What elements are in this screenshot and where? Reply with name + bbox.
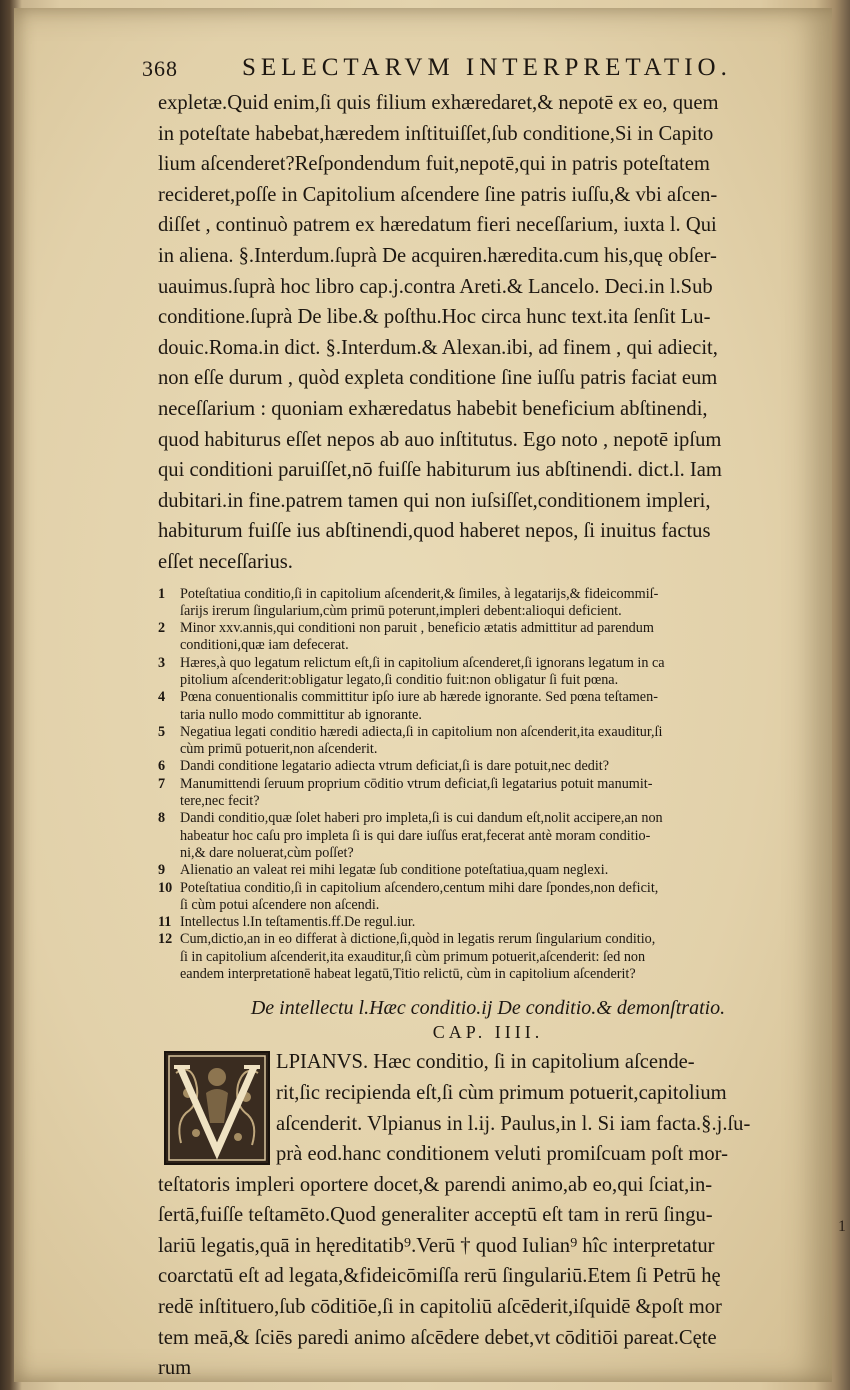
- summary-item-text: ni,& dare noluerat,cùm poſſet?: [180, 844, 354, 861]
- summary-item: [158, 862, 818, 879]
- summary-item: [158, 914, 818, 931]
- summary-item-text: Poteſtatiua conditio,ſi in capitolium aſcenderit,& ſimiles, à legatarijs,& fideicommiſ-: [180, 585, 659, 602]
- body-line: eſſet neceſſarius.: [158, 550, 293, 573]
- summary-item: [158, 689, 818, 724]
- summary-item-number: 7: [158, 775, 166, 792]
- summary-item-text: Minor xxv.annis,qui conditioni non paruit , beneficio ætatis admittitur ad parendum: [180, 620, 654, 637]
- summary-item-number: 9: [158, 862, 166, 879]
- chapter-line: redē inſtituero,ſub cōditiōe,ſi in capitoliū aſcēderit,iſquidē &poſt mor: [158, 1296, 722, 1319]
- chapter-line: prà eod.hanc conditionem veluti promiſcuam poſt mor-: [276, 1143, 728, 1166]
- body-line: recideret,poſſe in Capitolium aſcendere ſine patris iuſſu,& vbi aſcen-: [158, 183, 718, 206]
- running-head: [142, 52, 818, 88]
- chapter-line: coarctatū eſt ad legata,&fideicōmiſſa rerū ſingulariū.Etem ſi Petrū hę: [158, 1265, 721, 1288]
- summary-item: [158, 810, 818, 862]
- summary-item-number: 2: [158, 620, 166, 637]
- margin-mark: 1: [838, 1218, 846, 1235]
- summary-item-text: Pœna conuentionalis committitur ipſo iure ab hærede ignorante. Sed pœna teſtamen-: [180, 689, 658, 706]
- chapter-line: lariū legatis,quā in hęreditatib⁹.Verū † quod Iulian⁹ hîc interpretatur: [158, 1234, 715, 1257]
- body-line: qui conditioni paruiſſet,nō fuiſſe habiturum ius abſtinendi. dict.l. Iam: [158, 459, 722, 482]
- body-line: habiturum fuiſſe ius abſtinendi,quod haberet nepos, ſi inuitus factus: [158, 520, 711, 543]
- body-paragraph: [158, 88, 818, 578]
- body-line: diſſet , continuò patrem ex hæredatum fieri neceſſarium, iuxta l. Qui: [158, 214, 717, 237]
- chapter-heading: De intellectu l.Hæc conditio.ij De conditio.& demonſtratio.: [250, 997, 726, 1020]
- summary-item-text: ſi cùm potui aſcendere non aſcendi.: [180, 896, 380, 913]
- summary-item-text: pitolium aſcenderit:obligatur legato,ſi conditio fuit:non obligatur ſi fuit pœna.: [180, 671, 619, 688]
- summary-item-text: ſi in capitolium aſcenderit,ita exauditur,ſi cùm primum potuerit,aſcenderit: ſed non: [180, 948, 646, 965]
- summary-item-text: Manumittendi ſeruum proprium cōditio vtrum deficiat,ſi legatarius potuit manumit-: [180, 775, 653, 792]
- summary-item-text: taria nullo modo committitur ab ignorante.: [180, 706, 422, 723]
- summary-item-number: 11: [158, 914, 172, 931]
- summary-item-number: 6: [158, 758, 166, 775]
- body-line: dubitari.in fine.patrem tamen qui non iuſsiſſet,conditionem impleri,: [158, 489, 711, 512]
- text-block: [142, 52, 818, 1384]
- summary-item-number: 4: [158, 689, 166, 706]
- summary-item-text: Negatiua legati conditio hæredi adiecta,ſi in capitolium non aſcenderit,ita exauditur,ſi: [180, 723, 663, 740]
- summary-item-text: habeatur hoc caſu pro impleta ſi is qui dare iuſſus erat,fecerat antè moram conditio-: [180, 827, 651, 844]
- body-line: in aliena. §.Interdum.ſuprà De acquiren.hæredita.cum his,quę obſer-: [158, 244, 717, 267]
- summary-item-number: 8: [158, 810, 166, 827]
- summary-item: [158, 776, 818, 811]
- chapter-line: ſertā,fuiſſe teſtamēto.Quod generaliter acceptū eſt tam in rerū ſingu-: [158, 1204, 713, 1227]
- chapter-line: tem meā,& ſciēs paredi animo aſcēdere debet,vt cōditiōi pareat.Cęte: [158, 1326, 717, 1349]
- body-line: neceſſarium : quoniam exhæredatus habebit beneficium abſtinendi,: [158, 397, 708, 420]
- body-line: douic.Roma.in dict. §.Interdum.& Alexan.ibi, ad finem , qui adiecit,: [158, 336, 718, 359]
- body-line: in poteſtate habebat,hæredem inſtituiſſet,ſub conditione,Si in Capito: [158, 122, 714, 145]
- body-line: lium aſcenderet?Reſpondendum fuit,nepotē,qui in patris poteſtatem: [158, 153, 710, 176]
- summary-item: [158, 758, 818, 775]
- summary-item-text: Cum,dictio,an in eo differat à dictione,ſi,quòd in legatis rerum ſingularium conditio,: [180, 931, 656, 948]
- summary-item: [158, 620, 818, 655]
- summary-item-text: eandem interpretationē habeat legatū,Titio relictū, cùm in capitolium aſcenderit?: [180, 966, 636, 983]
- summary-item-text: conditioni,quæ iam defecerat.: [180, 637, 349, 654]
- body-line: uauimus.ſuprà hoc libro cap.j.contra Areti.& Lancelo. Deci.in l.Sub: [158, 275, 713, 298]
- summary-item-text: ſarijs irerum ſingularium,cùm primū poterunt,impleri debent:alioqui deficient.: [180, 602, 622, 619]
- summary-item: [158, 724, 818, 759]
- page-number: 368: [142, 56, 178, 81]
- chapter-line: teſtatoris impleri oportere docet,& parendi animo,ab eo,qui ſciat,in-: [158, 1173, 713, 1196]
- body-line: conditione.ſuprà De libe.& poſthu.Hoc circa hunc text.ita ſenſit Lu-: [158, 306, 711, 329]
- summary-item-number: 1: [158, 585, 166, 602]
- chapter-body: [158, 1047, 818, 1384]
- summary-item-text: Dandi conditio,quæ ſolet haberi pro impleta,ſi is cui dandum eſt,nolit accipere,an non: [180, 810, 663, 827]
- summary-item-text: Dandi conditione legatario adiecta vtrum deficiat,ſi is dare potuit,nec dedit?: [180, 758, 610, 775]
- chapter-line: rit,ſic recipienda eſt,ſi cùm primum potuerit,capitolium: [276, 1081, 727, 1104]
- summary-item-number: 10: [158, 879, 173, 896]
- body-line: quod habiturus eſſet nepos ab auo inſtitutus. Ego noto , nepotē ipſum: [158, 428, 722, 451]
- running-title: SELECTARVM INTERPRETATIO.: [242, 54, 732, 81]
- summary-item-text: tere,nec fecit?: [180, 793, 260, 810]
- summary-item-number: 3: [158, 654, 166, 671]
- body-line: non eſſe durum , quòd expleta conditione ſine iuſſu patris faciat eum: [158, 367, 718, 390]
- summary-item: [158, 880, 818, 915]
- summary-item: [158, 655, 818, 690]
- summary-item-number: 12: [158, 931, 173, 948]
- summary-list: [158, 586, 818, 984]
- summary-item-text: Alienatio an valeat rei mihi legatæ ſub conditione poteſtatiua,quam neglexi.: [180, 862, 609, 879]
- summary-item-text: Poteſtatiua conditio,ſi in capitolium aſcendero,centum mihi dare ſpondes,non deficit,: [180, 879, 659, 896]
- chapter-line: rum: [158, 1357, 192, 1380]
- summary-item: [158, 931, 818, 983]
- summary-item-text: Hæres,à quo legatum relictum eſt,ſi in capitolium aſcenderet,ſi ignorans legatum in ca: [180, 654, 665, 671]
- chapter-line: aſcenderit. Vlpianus in l.ij. Paulus,in l. Si iam facta.§.j.ſu-: [276, 1112, 751, 1135]
- body-line: expletæ.Quid enim,ſi quis filium exhæredaret,& nepotē ex eo, quem: [158, 92, 719, 114]
- summary-item-number: 5: [158, 723, 166, 740]
- summary-item-text: cùm primū potuerit,non aſcenderit.: [180, 741, 378, 758]
- chapter-number: CAP. IIII.: [432, 1022, 544, 1043]
- decorated-initial-icon: [164, 1051, 270, 1165]
- summary-item: [158, 586, 818, 621]
- chapter-line: LPIANVS. Hæc conditio, ſi in capitolium aſcende-: [276, 1051, 695, 1074]
- summary-item-text: Intellectus l.In teſtamentis.ff.De regul.iur.: [180, 914, 416, 931]
